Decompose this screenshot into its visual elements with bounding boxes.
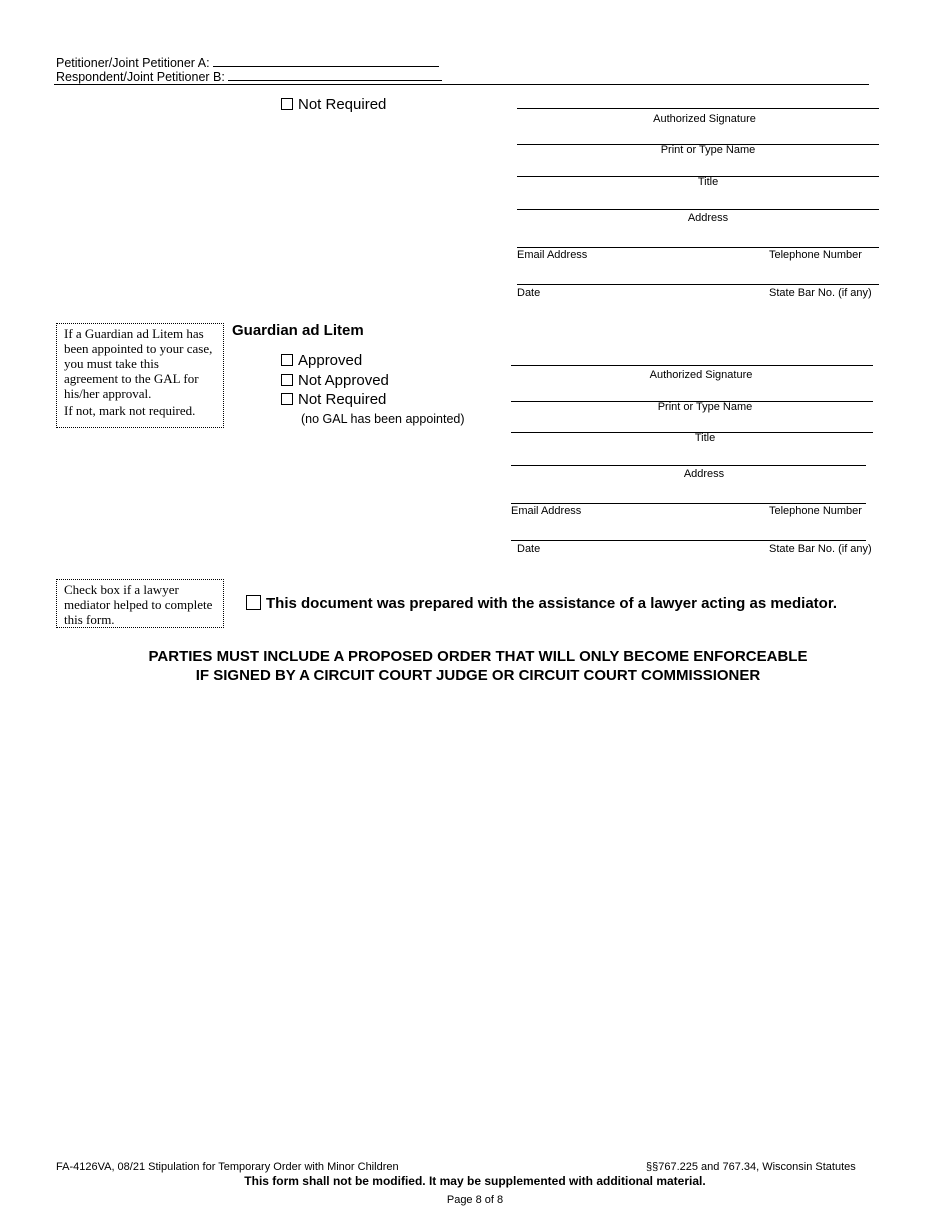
gal-not-approved-label: Not Approved — [298, 372, 389, 389]
gal-signature-line — [511, 365, 873, 366]
respondent-b-row — [56, 69, 442, 84]
email-caption: Email Address — [517, 249, 588, 261]
page-number: Page 8 of 8 — [446, 1194, 504, 1206]
gal-email-caption: Email Address — [511, 505, 582, 517]
no-gal-note: (no GAL has been appointed) — [301, 412, 465, 426]
address-line — [517, 209, 879, 210]
notice-line-2: IF SIGNED BY A CIRCUIT COURT JUDGE OR CIRCUIT COURT COMMISSIONER — [195, 667, 761, 684]
gal-address-caption: Address — [683, 468, 725, 480]
not-required-checkbox[interactable] — [281, 98, 293, 110]
gal-instruction-box — [56, 323, 224, 428]
gal-print-name-caption: Print or Type Name — [657, 401, 753, 413]
date-line — [517, 284, 879, 285]
statutes: §§767.225 and 767.34, Wisconsin Statutes — [646, 1161, 856, 1173]
header-rule — [54, 84, 869, 85]
mediator-statement: This document was prepared with the assistance of a lawyer acting as mediator. — [266, 595, 838, 612]
date-caption: Date — [517, 287, 541, 299]
respondent-b-field[interactable] — [228, 69, 442, 81]
gal-state-bar-caption: State Bar No. (if any) — [769, 543, 872, 555]
gal-email-line — [511, 503, 866, 504]
telephone-caption: Telephone Number — [769, 249, 862, 261]
modification-note: This form shall not be modified. It may be supplemented with additional material. — [244, 1174, 706, 1188]
gal-not-approved-option[interactable] — [281, 372, 389, 390]
notice-line-1: PARTIES MUST INCLUDE A PROPOSED ORDER THAT WILL ONLY BECOME ENFORCEABLE — [148, 648, 808, 665]
gal-not-approved-checkbox[interactable] — [281, 374, 293, 386]
gal-approved-option[interactable] — [281, 352, 362, 370]
gal-authorized-signature-caption: Authorized Signature — [649, 369, 753, 381]
gal-approved-checkbox[interactable] — [281, 354, 293, 366]
title-caption: Title — [697, 176, 719, 188]
respondent-b-label: Respondent/Joint Petitioner B: — [56, 70, 225, 84]
form-id: FA-4126VA, 08/21 Stipulation for Temporary Order with Minor Children — [56, 1161, 399, 1173]
petitioner-a-label: Petitioner/Joint Petitioner A: — [56, 56, 210, 70]
gal-instruction-text: If a Guardian ad Litem has been appointed to your case, you must take this agreement to the GAL for his/her approval. — [64, 326, 213, 401]
not-required-label: Not Required — [298, 96, 387, 113]
mediator-instruction-text: Check box if a lawyer mediator helped to complete this form. — [64, 582, 213, 627]
petitioner-a-row — [56, 55, 439, 70]
gal-date-line — [511, 540, 866, 541]
gal-heading: Guardian ad Litem — [232, 322, 364, 339]
signature-line — [517, 108, 879, 109]
gal-instruction-text-2: If not, mark not required. — [64, 403, 196, 418]
gal-address-line — [511, 465, 866, 466]
gal-date-caption: Date — [517, 543, 541, 555]
email-line — [517, 247, 879, 248]
gal-telephone-caption: Telephone Number — [769, 505, 862, 517]
print-name-caption: Print or Type Name — [660, 144, 756, 156]
petitioner-a-field[interactable] — [213, 55, 439, 67]
not-required-option[interactable] — [281, 96, 386, 114]
gal-approved-label: Approved — [298, 352, 363, 369]
mediator-checkbox[interactable] — [246, 595, 261, 610]
mediator-option[interactable] — [246, 595, 837, 612]
mediator-instruction-box — [56, 579, 224, 628]
authorized-signature-caption: Authorized Signature — [653, 113, 756, 125]
gal-title-caption: Title — [694, 432, 716, 444]
gal-not-required-checkbox[interactable] — [281, 393, 293, 405]
gal-not-required-label: Not Required — [298, 391, 387, 408]
address-caption: Address — [687, 212, 729, 224]
state-bar-caption: State Bar No. (if any) — [769, 287, 872, 299]
gal-not-required-option[interactable] — [281, 391, 386, 409]
